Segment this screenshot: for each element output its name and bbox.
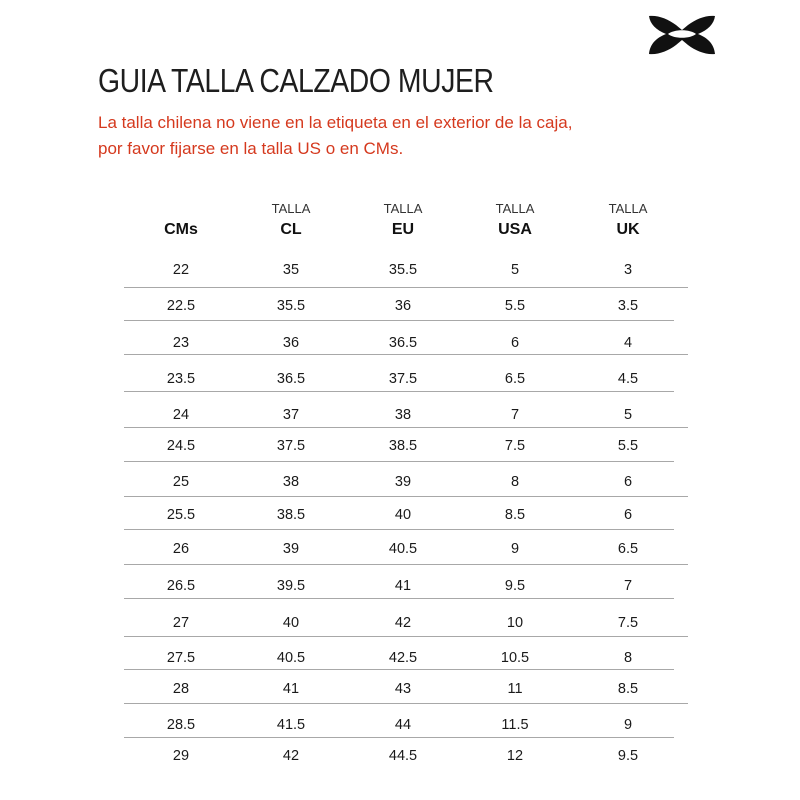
- row-divider: [124, 461, 674, 462]
- table-cell: 5: [510, 262, 520, 278]
- table-cell: 5.5: [504, 298, 526, 314]
- table-cell: 35.5: [276, 298, 306, 314]
- table-cell: 7.5: [504, 438, 526, 454]
- table-cell: 38.5: [388, 438, 418, 454]
- table-cell: 6: [623, 474, 633, 490]
- row-divider: [124, 636, 688, 637]
- table-cell: 3: [623, 262, 633, 278]
- column-header-sub: TALLA: [383, 201, 423, 216]
- table-cell: 40: [394, 507, 412, 523]
- row-divider: [124, 320, 674, 321]
- table-cell: 44: [394, 717, 412, 733]
- table-cell: 6.5: [617, 541, 639, 557]
- row-divider: [124, 529, 674, 530]
- table-cell: 23: [172, 335, 190, 351]
- table-cell: 29: [172, 748, 190, 764]
- table-cell: 5.5: [617, 438, 639, 454]
- row-divider: [124, 391, 674, 392]
- table-cell: 38: [394, 407, 412, 423]
- table-cell: 3.5: [617, 298, 639, 314]
- table-cell: 9: [623, 717, 633, 733]
- table-cell: 26: [172, 541, 190, 557]
- table-cell: 24: [172, 407, 190, 423]
- table-cell: 39: [282, 541, 300, 557]
- column-header-sub: TALLA: [608, 201, 648, 216]
- table-cell: 39: [394, 474, 412, 490]
- column-header-sub: TALLA: [271, 201, 311, 216]
- table-cell: 35: [282, 262, 300, 278]
- table-cell: 11: [507, 681, 523, 697]
- column-header-label: UK: [616, 221, 640, 238]
- table-cell: 39.5: [276, 578, 306, 594]
- column-header-sub: TALLA: [495, 201, 535, 216]
- table-cell: 22: [172, 262, 190, 278]
- table-cell: 40.5: [276, 650, 306, 666]
- row-divider: [124, 287, 688, 288]
- table-cell: 27: [172, 615, 190, 631]
- table-cell: 36: [282, 335, 300, 351]
- table-cell: 6: [623, 507, 633, 523]
- table-cell: 10.5: [500, 650, 530, 666]
- column-header-label: EU: [391, 221, 415, 238]
- row-divider: [124, 598, 674, 599]
- table-cell: 25: [172, 474, 190, 490]
- table-cell: 26.5: [166, 578, 196, 594]
- table-cell: 41: [282, 681, 300, 697]
- size-note-line-1: La talla chilena no viene en la etiqueta en el exterior de la caja,: [98, 113, 573, 132]
- row-divider: [124, 564, 688, 565]
- table-cell: 7: [623, 578, 633, 594]
- table-cell: 8.5: [504, 507, 526, 523]
- row-divider: [124, 354, 688, 355]
- table-cell: 42: [282, 748, 300, 764]
- column-header-label: CL: [280, 221, 302, 238]
- table-cell: 10: [506, 615, 524, 631]
- table-cell: 37: [282, 407, 300, 423]
- table-cell: 41.5: [276, 717, 306, 733]
- row-divider: [124, 737, 674, 738]
- table-cell: 7: [510, 407, 520, 423]
- table-cell: 41: [394, 578, 412, 594]
- table-cell: 6.5: [504, 371, 526, 387]
- table-cell: 40.5: [388, 541, 418, 557]
- table-cell: 38.5: [276, 507, 306, 523]
- table-cell: 8: [510, 474, 520, 490]
- table-cell: 38: [282, 474, 300, 490]
- row-divider: [124, 427, 688, 428]
- column-header-label: USA: [498, 221, 532, 238]
- table-cell: 44.5: [388, 748, 418, 764]
- table-cell: 9.5: [504, 578, 526, 594]
- table-cell: 22.5: [166, 298, 196, 314]
- column-header-label: CMs: [164, 221, 198, 238]
- page-title: GUIA TALLA CALZADO MUJER: [98, 62, 494, 99]
- table-cell: 42: [394, 615, 412, 631]
- table-cell: 9.5: [617, 748, 639, 764]
- table-cell: 42.5: [388, 650, 418, 666]
- row-divider: [124, 496, 688, 497]
- table-cell: 27.5: [166, 650, 196, 666]
- table-cell: 28: [172, 681, 190, 697]
- table-cell: 8: [623, 650, 633, 666]
- table-cell: 7.5: [617, 615, 639, 631]
- table-cell: 40: [282, 615, 300, 631]
- table-cell: 37.5: [388, 371, 418, 387]
- table-cell: 25.5: [166, 507, 196, 523]
- table-cell: 4.5: [617, 371, 639, 387]
- table-cell: 36.5: [276, 371, 306, 387]
- table-cell: 9: [510, 541, 520, 557]
- table-cell: 35.5: [388, 262, 418, 278]
- row-divider: [124, 669, 674, 670]
- table-cell: 37.5: [276, 438, 306, 454]
- table-cell: 36.5: [388, 335, 418, 351]
- size-note-line-2: por favor fijarse en la talla US o en CMs.: [98, 139, 404, 158]
- table-cell: 6: [510, 335, 520, 351]
- table-cell: 5: [623, 407, 633, 423]
- table-cell: 11.5: [501, 717, 529, 733]
- table-cell: 12: [506, 748, 524, 764]
- table-cell: 23.5: [166, 371, 196, 387]
- table-cell: 4: [623, 335, 633, 351]
- row-divider: [124, 703, 688, 704]
- table-cell: 43: [394, 681, 412, 697]
- table-cell: 28.5: [166, 717, 196, 733]
- table-cell: 8.5: [617, 681, 639, 697]
- table-cell: 24.5: [166, 438, 196, 454]
- table-cell: 36: [394, 298, 412, 314]
